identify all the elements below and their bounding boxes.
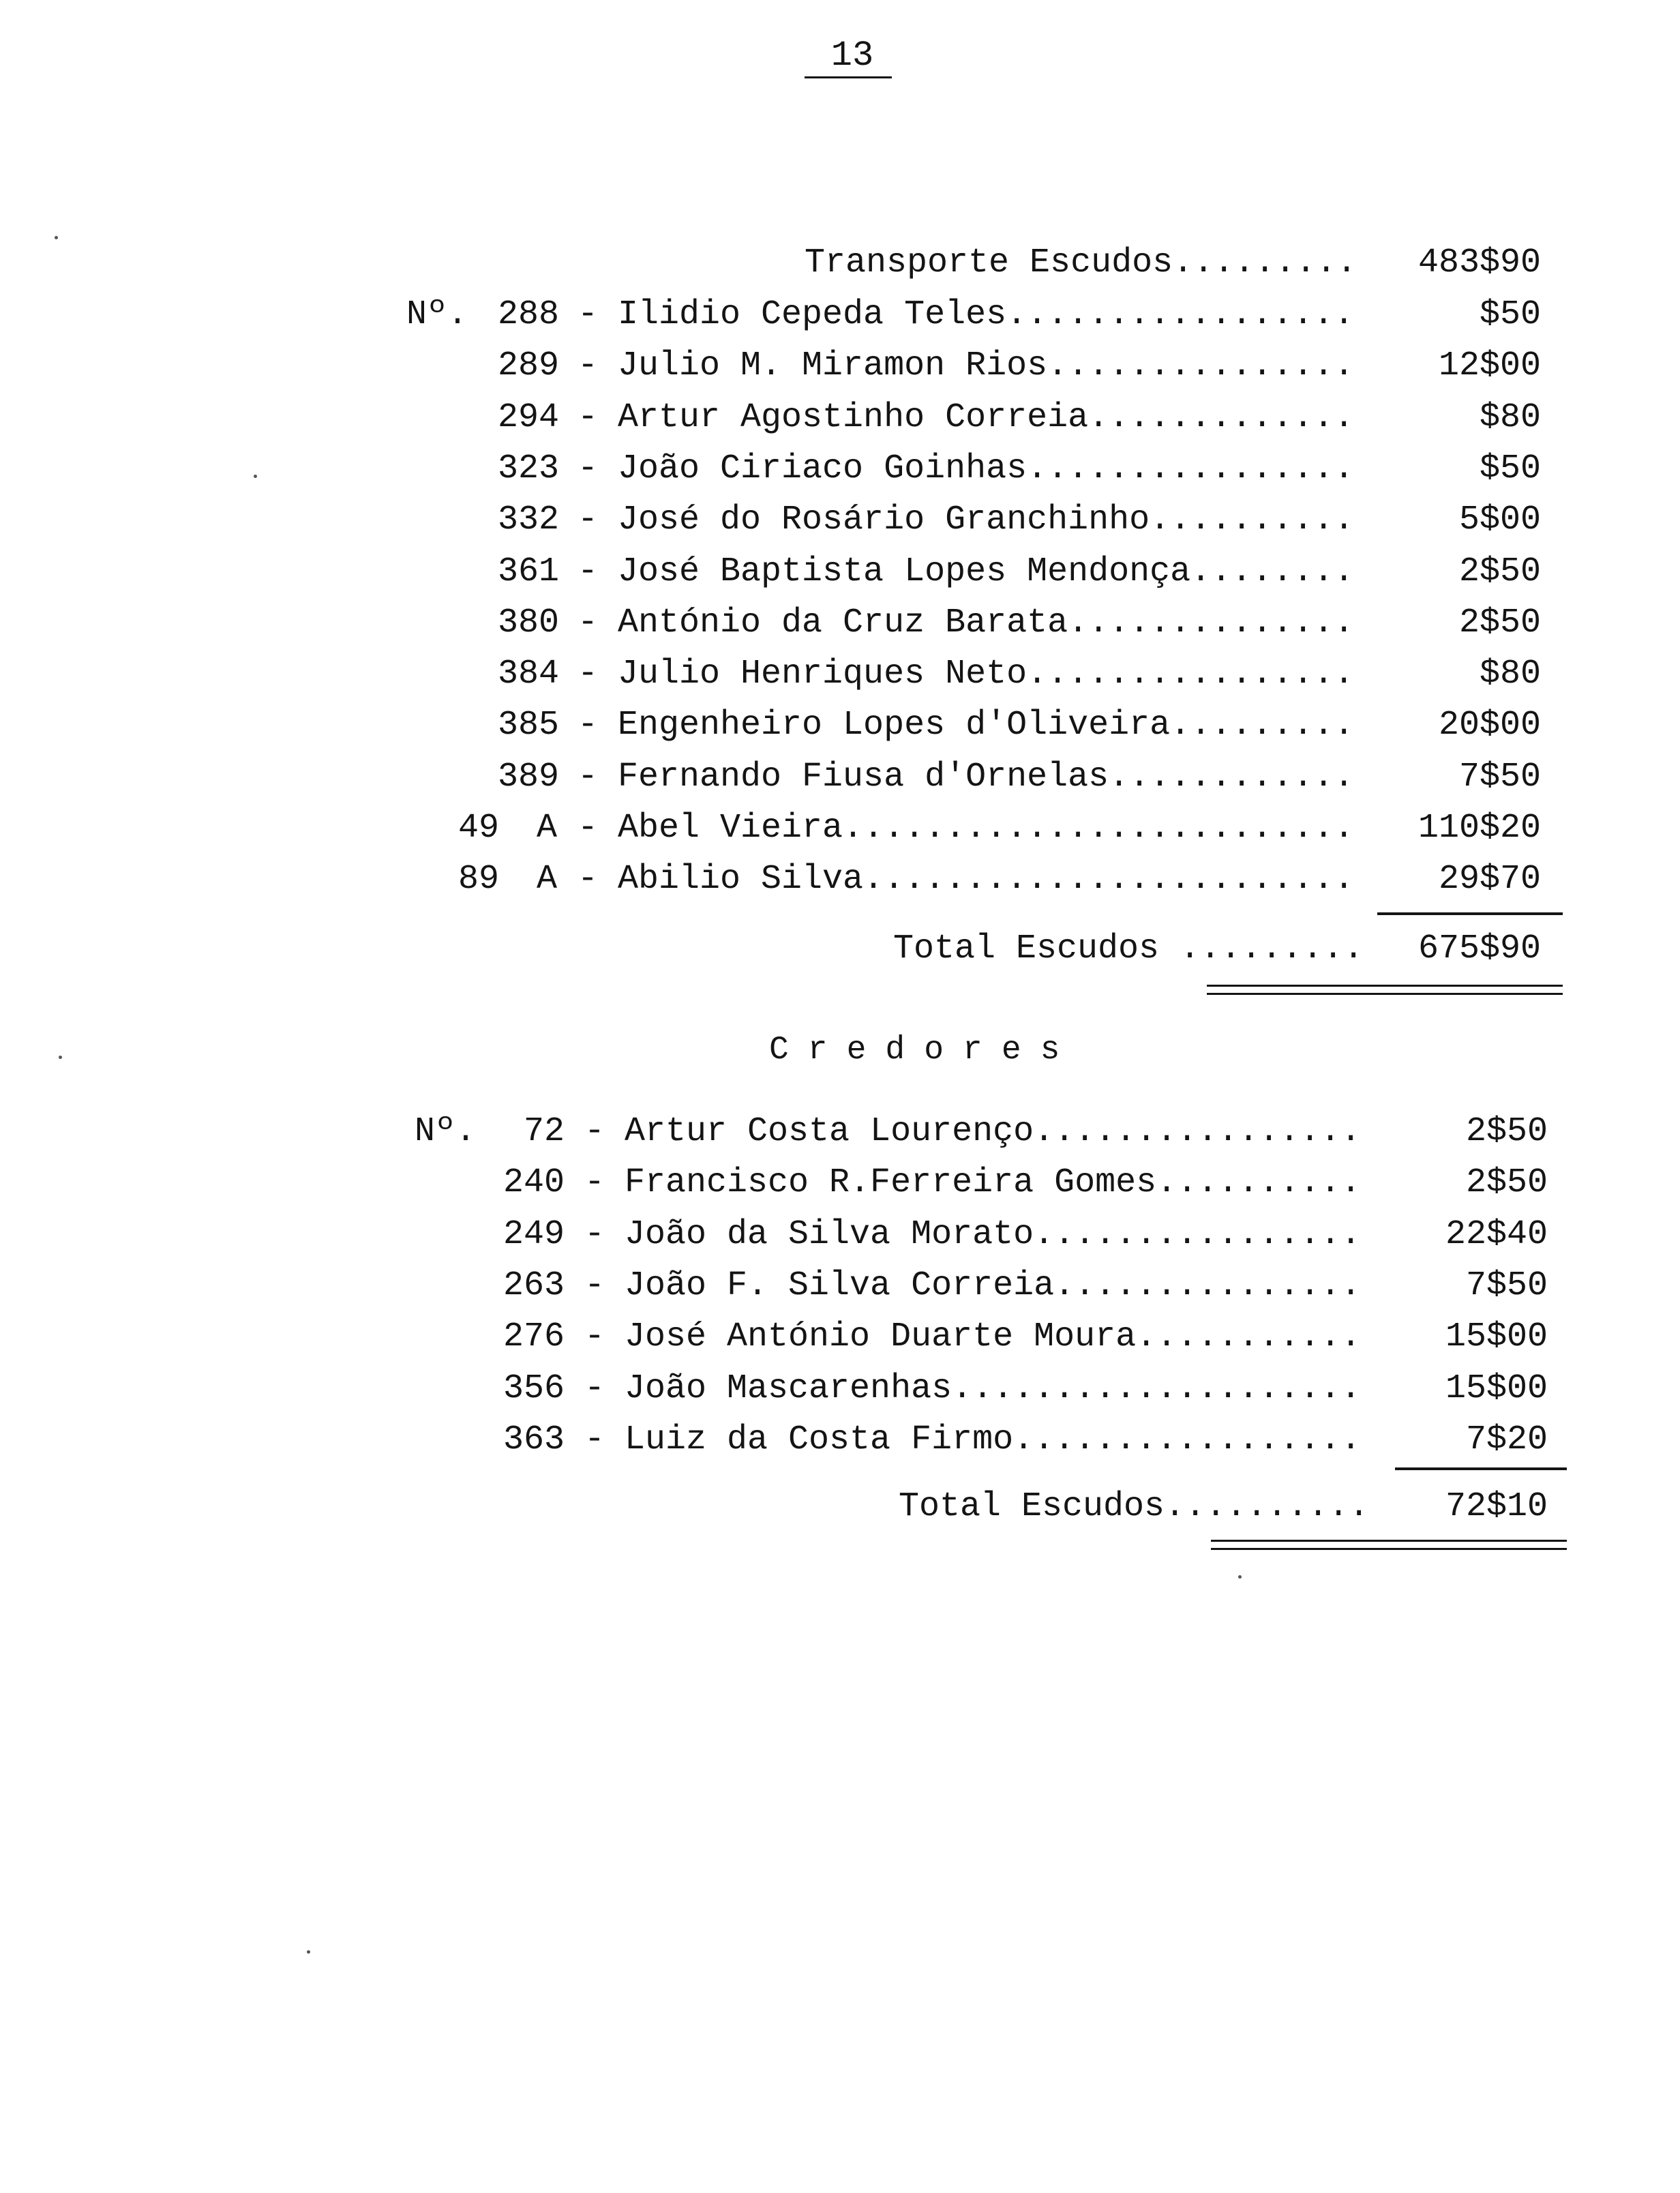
debtor-row — [0, 705, 1680, 746]
total-double-rule-2a — [1211, 1540, 1567, 1542]
entry-name: Julio Henriques Neto................ — [618, 655, 1355, 693]
creditor-row — [0, 1214, 1680, 1255]
debtor-row — [0, 449, 1680, 490]
entry-number: 294 — [497, 398, 559, 437]
entry-number: 385 — [497, 706, 559, 745]
entry-amount: 2$50 — [1465, 1112, 1548, 1151]
entry-name: João Mascarenhas.................... — [625, 1369, 1362, 1408]
scan-speck — [1238, 1575, 1242, 1579]
debtor-row — [0, 808, 1680, 849]
entry-number: 72 — [523, 1112, 565, 1151]
entry-name: José António Duarte Moura........... — [625, 1317, 1362, 1356]
entry-amount: 7$50 — [1458, 758, 1541, 796]
scan-speck — [254, 475, 257, 478]
scan-speck — [307, 1950, 310, 1954]
entry-amount: 5$00 — [1458, 501, 1541, 539]
entry-dash: - — [577, 758, 598, 796]
entry-amount: 12$00 — [1438, 346, 1541, 385]
debtor-row — [0, 757, 1680, 798]
entry-dash: - — [577, 860, 598, 899]
debtor-row — [0, 654, 1680, 695]
debtor-row — [0, 859, 1680, 900]
debtor-row — [0, 552, 1680, 593]
total-amount-2: 72$10 — [1445, 1487, 1548, 1526]
credores-heading: Credores — [769, 1032, 1079, 1069]
debtor-row — [0, 346, 1680, 387]
entry-number: 389 — [497, 758, 559, 796]
entry-name: Artur Costa Lourenço................ — [625, 1112, 1362, 1151]
total-label-2: Total Escudos.......... — [899, 1487, 1370, 1526]
entry-amount: 15$00 — [1445, 1317, 1548, 1356]
entry-suffix: A — [536, 809, 557, 848]
entry-amount: $50 — [1479, 449, 1541, 488]
transport-amount: 483$90 — [1418, 243, 1541, 282]
entry-number: 323 — [497, 449, 559, 488]
entry-dash: - — [577, 603, 598, 642]
number-prefix: Nº. — [415, 1112, 477, 1151]
entry-name: Luiz da Costa Firmo................. — [625, 1420, 1362, 1459]
creditor-row — [0, 1369, 1680, 1409]
total-row-1 — [0, 929, 1680, 970]
total-double-rule-1b — [1207, 993, 1563, 995]
entry-suffix: A — [536, 860, 557, 899]
entry-dash: - — [584, 1163, 605, 1202]
entry-number: 263 — [502, 1266, 565, 1305]
entry-number: 288 — [497, 295, 559, 334]
debtor-row — [0, 295, 1680, 335]
entry-name: José Baptista Lopes Mendonça........ — [618, 552, 1355, 591]
total-top-rule — [1377, 912, 1563, 915]
entry-number: 363 — [502, 1420, 565, 1459]
entry-dash: - — [577, 449, 598, 488]
entry-number: 249 — [502, 1215, 565, 1254]
creditor-row — [0, 1112, 1680, 1152]
entry-number: 356 — [502, 1369, 565, 1408]
entry-amount: 7$50 — [1465, 1266, 1548, 1305]
entry-amount: 20$00 — [1438, 706, 1541, 745]
entry-name: Artur Agostinho Correia............. — [618, 398, 1355, 437]
page-number-underline — [805, 76, 892, 78]
entry-number: 240 — [502, 1163, 565, 1202]
entry-number: 361 — [497, 552, 559, 591]
entry-dash: - — [577, 346, 598, 385]
entry-dash: - — [584, 1369, 605, 1408]
entry-dash: - — [584, 1317, 605, 1356]
creditor-row — [0, 1266, 1680, 1307]
entry-number: 384 — [497, 655, 559, 693]
entry-amount: 29$70 — [1438, 860, 1541, 899]
creditor-row — [0, 1420, 1680, 1461]
transport-row — [0, 243, 1680, 284]
entry-dash: - — [577, 552, 598, 591]
creditor-row — [0, 1317, 1680, 1358]
entry-dash: - — [577, 706, 598, 745]
scan-speck — [55, 236, 58, 239]
entry-dash: - — [584, 1112, 605, 1151]
entry-name: José do Rosário Granchinho.......... — [618, 501, 1355, 539]
entry-dash: - — [577, 295, 598, 334]
entry-number: 380 — [497, 603, 559, 642]
entry-name: João F. Silva Correia............... — [625, 1266, 1362, 1305]
entry-dash: - — [584, 1420, 605, 1459]
creditor-row — [0, 1163, 1680, 1204]
entry-dash: - — [577, 398, 598, 437]
entry-number: 332 — [497, 501, 559, 539]
entry-amount: 2$50 — [1458, 552, 1541, 591]
total-amount-1: 675$90 — [1418, 929, 1541, 968]
total-double-rule-1a — [1207, 985, 1563, 987]
entry-amount: 2$50 — [1465, 1163, 1548, 1202]
entry-amount: $50 — [1479, 295, 1541, 334]
entry-name: Abilio Silva........................ — [618, 860, 1355, 899]
entry-amount: $80 — [1479, 655, 1541, 693]
entry-number: 49 — [457, 809, 499, 848]
entry-dash: - — [577, 809, 598, 848]
number-prefix: Nº. — [406, 295, 468, 334]
entry-name: João Ciriaco Goinhas................ — [618, 449, 1355, 488]
debtor-row — [0, 603, 1680, 644]
entry-dash: - — [577, 501, 598, 539]
entry-amount: 110$20 — [1418, 809, 1541, 848]
entry-name: António da Cruz Barata.............. — [618, 603, 1355, 642]
entry-name: Francisco R.Ferreira Gomes.......... — [625, 1163, 1362, 1202]
entry-amount: 15$00 — [1445, 1369, 1548, 1408]
total-label-1: Total Escudos ......... — [893, 929, 1364, 968]
total-row-2 — [0, 1487, 1680, 1527]
entry-amount: 2$50 — [1458, 603, 1541, 642]
entry-name: Abel Vieira......................... — [618, 809, 1355, 848]
entry-name: Julio M. Miramon Rios............... — [618, 346, 1355, 385]
entry-name: Fernando Fiusa d'Ornelas............ — [618, 758, 1355, 796]
entry-amount: 22$40 — [1445, 1215, 1548, 1254]
entry-amount: $80 — [1479, 398, 1541, 437]
entry-dash: - — [577, 655, 598, 693]
entry-number: 289 — [497, 346, 559, 385]
transport-label: Transporte Escudos......... — [805, 243, 1358, 282]
entry-number: 276 — [502, 1317, 565, 1356]
entry-dash: - — [584, 1215, 605, 1254]
total-double-rule-2b — [1211, 1548, 1567, 1550]
page-number: 13 — [830, 35, 874, 76]
entry-dash: - — [584, 1266, 605, 1305]
entry-number: 89 — [457, 860, 499, 899]
entry-name: Ilidio Cepeda Teles................. — [618, 295, 1355, 334]
debtor-row — [0, 398, 1680, 438]
scan-speck — [59, 1056, 62, 1059]
entry-name: Engenheiro Lopes d'Oliveira......... — [618, 706, 1355, 745]
total-top-rule-2 — [1395, 1467, 1567, 1470]
entry-amount: 7$20 — [1465, 1420, 1548, 1459]
debtor-row — [0, 500, 1680, 541]
entry-name: João da Silva Morato................ — [625, 1215, 1362, 1254]
